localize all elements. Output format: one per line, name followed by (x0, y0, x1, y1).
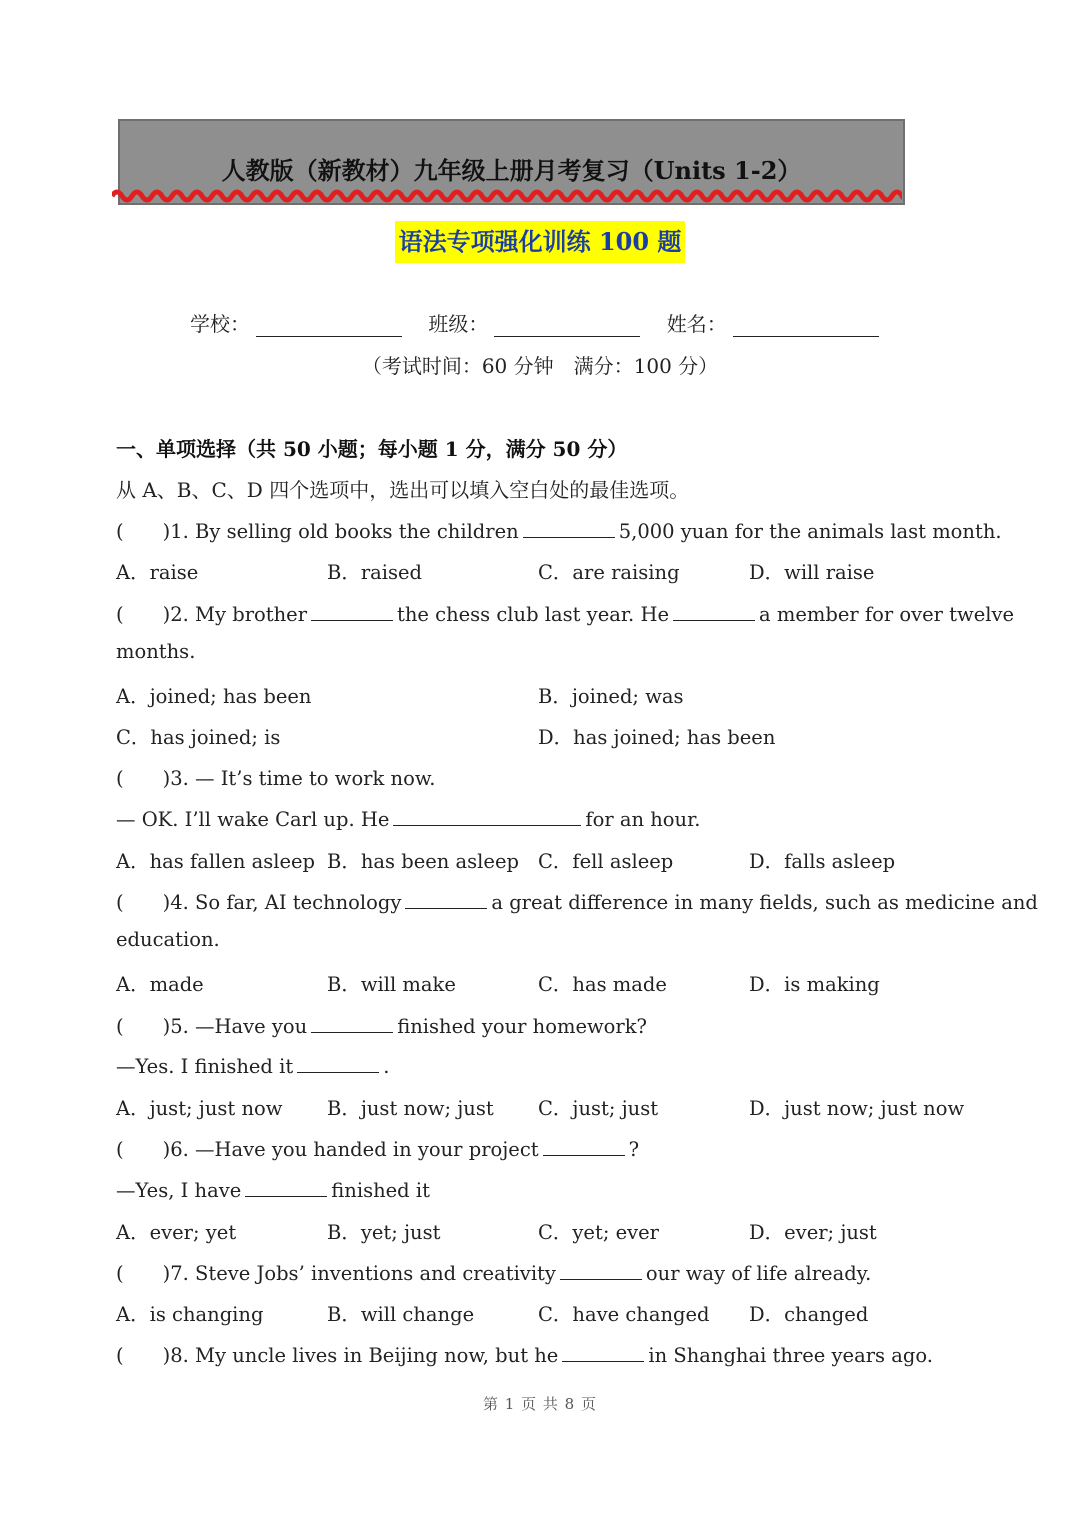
option-b[interactable]: B．will change (327, 1303, 475, 1326)
question-6-dialogue (116, 1176, 430, 1202)
option-b[interactable]: B．just now; just (327, 1097, 494, 1120)
option-c[interactable]: C．have changed (538, 1303, 710, 1326)
question-number: ( )8. (116, 1344, 189, 1367)
question-stem: for an hour. (585, 808, 701, 831)
school-blank[interactable] (256, 316, 402, 337)
option-b[interactable]: B．joined; was (538, 685, 684, 708)
red-wavy-underline (112, 186, 902, 206)
question-4 (116, 887, 1038, 915)
question-stem: Steve Jobs’ inventions and creativity (195, 1262, 556, 1285)
answer-blank[interactable] (245, 1176, 327, 1197)
question-number: ( )1. (116, 520, 189, 543)
question-stem: —Yes, I have (116, 1179, 242, 1202)
answer-blank[interactable] (393, 805, 581, 826)
question-number: ( )5. (116, 1015, 189, 1038)
answer-blank[interactable] (562, 1341, 644, 1362)
question-6 (116, 1134, 639, 1162)
name-label: 姓名： (666, 312, 727, 336)
option-d[interactable]: D．falls asleep (749, 850, 896, 873)
option-c[interactable]: C．just; just (538, 1097, 659, 1120)
class-field[interactable] (428, 308, 640, 337)
option-c[interactable]: C．yet; ever (538, 1221, 659, 1244)
question-stem: —Yes. I finished it (116, 1055, 294, 1078)
answer-blank[interactable] (560, 1259, 642, 1280)
question-number: ( )4. (116, 891, 189, 914)
question-number: ( )6. (116, 1138, 189, 1161)
question-5 (116, 1011, 647, 1039)
section-instruction: 从 A、B、C、D 四个选项中，选出可以填入空白处的最佳选项。 (116, 478, 690, 502)
option-c[interactable]: C．are raising (538, 561, 680, 584)
question-2 (116, 599, 1014, 627)
answer-blank[interactable] (543, 1135, 625, 1156)
option-a[interactable]: A．just; just now (116, 1097, 283, 1120)
class-blank[interactable] (494, 316, 640, 337)
question-stem: finished your homework? (397, 1015, 648, 1038)
question-stem: — It’s time to work now. (195, 767, 436, 790)
question-stem: By selling old books the children (195, 520, 519, 543)
option-c[interactable]: C．has joined; is (116, 726, 281, 749)
question-3 (116, 763, 435, 791)
option-a[interactable]: A．made (116, 973, 204, 996)
option-d[interactable]: D．just now; just now (749, 1097, 965, 1120)
question-stem: a great difference in many fields, such as medicine and (491, 891, 1038, 914)
question-4-continued: education. (116, 928, 220, 951)
option-b[interactable]: B．has been asleep (327, 850, 519, 873)
option-d[interactable]: D．ever; just (749, 1221, 877, 1244)
answer-blank[interactable] (523, 517, 615, 538)
question-stem: finished it (331, 1179, 430, 1202)
question-stem: My brother (195, 603, 308, 626)
section-heading: 一、单项选择（共 50 小题；每小题 1 分，满分 50 分） (116, 437, 628, 461)
question-5-dialogue (116, 1052, 389, 1078)
school-field[interactable] (190, 308, 402, 337)
question-stem: My uncle lives in Beijing now, but he (195, 1344, 559, 1367)
student-info-row (190, 308, 899, 337)
answer-blank[interactable] (405, 888, 487, 909)
option-b[interactable]: B．will make (327, 973, 456, 996)
class-label: 班级： (428, 312, 489, 336)
page-indicator: 第 1 页 共 8 页 (483, 1395, 597, 1413)
answer-blank[interactable] (311, 600, 393, 621)
question-stem: 5,000 yuan for the animals last month. (618, 520, 1002, 543)
question-3-dialogue (116, 805, 701, 831)
name-field[interactable] (667, 308, 879, 337)
question-stem: the chess club last year. He (397, 603, 669, 626)
question-stem: in Shanghai three years ago. (648, 1344, 933, 1367)
name-blank[interactable] (733, 316, 879, 337)
option-c[interactable]: C．has made (538, 973, 667, 996)
option-d[interactable]: D．will raise (749, 561, 875, 584)
option-a[interactable]: A．has fallen asleep (116, 850, 316, 873)
question-stem: So far, AI technology (195, 891, 402, 914)
question-stem: a member for over twelve (759, 603, 1015, 626)
question-stem: our way of life already. (645, 1262, 872, 1285)
option-d[interactable]: D．is making (749, 973, 880, 996)
answer-blank[interactable] (297, 1052, 379, 1073)
option-a[interactable]: A．raise (116, 561, 199, 584)
option-d[interactable]: D．changed (749, 1303, 869, 1326)
school-label: 学校： (190, 312, 250, 336)
option-a[interactable]: A．is changing (116, 1303, 264, 1326)
question-stem: . (383, 1055, 390, 1078)
answer-blank[interactable] (311, 1012, 393, 1033)
option-a[interactable]: A．ever; yet (116, 1221, 237, 1244)
question-number: ( )3. (116, 767, 189, 790)
option-c[interactable]: C．fell asleep (538, 850, 674, 873)
answer-blank[interactable] (673, 600, 755, 621)
option-b[interactable]: B．yet; just (327, 1221, 441, 1244)
document-subtitle: 语法专项强化训练 100 题 (395, 221, 686, 263)
document-title: 人教版（新教材）九年级上册月考复习（Units 1-2） (221, 156, 802, 185)
option-a[interactable]: A．joined; has been (116, 685, 312, 708)
question-2-continued: months. (116, 640, 196, 663)
option-b[interactable]: B．raised (327, 561, 423, 584)
question-stem: ? (628, 1138, 640, 1161)
question-stem: —Have you (195, 1015, 308, 1038)
exam-time-note: （考试时间：60 分钟 满分：100 分） (361, 354, 719, 378)
question-1 (116, 516, 1002, 544)
question-7 (116, 1258, 871, 1286)
question-number: ( )7. (116, 1262, 189, 1285)
option-d[interactable]: D．has joined; has been (538, 726, 776, 749)
question-stem: —Have you handed in your project (195, 1138, 539, 1161)
question-number: ( )2. (116, 603, 189, 626)
question-stem: — OK. I’ll wake Carl up. He (116, 808, 390, 831)
question-8 (116, 1340, 933, 1368)
